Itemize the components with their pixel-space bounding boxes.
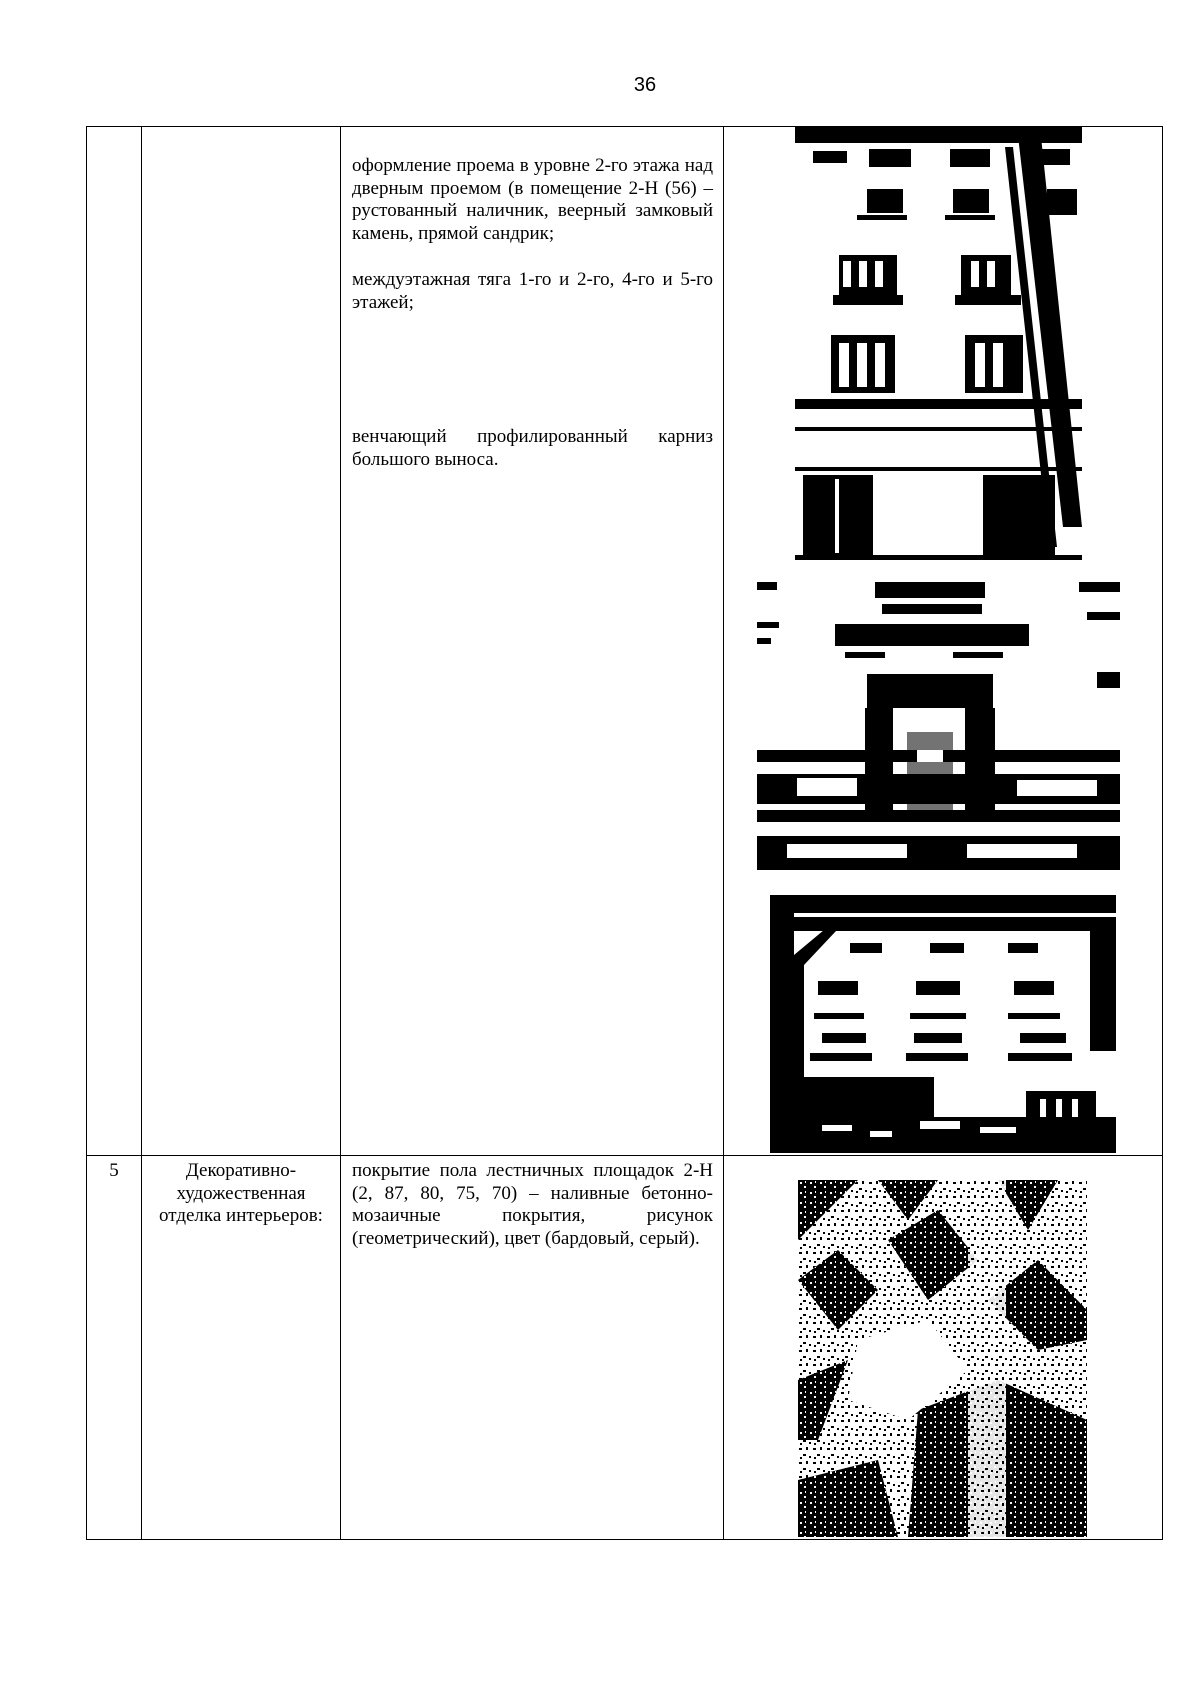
description-item: междуэтажная тяга 1-го и 2-го, 4-го и 5-го этажей;: [352, 269, 713, 313]
photo-cell: [724, 127, 1163, 1156]
door-opening-decor-photo: [757, 582, 1120, 870]
photo-cell: [724, 1156, 1163, 1540]
element-name-cell: Декоративно-художественная отделка интерьеров:: [142, 1156, 341, 1540]
table-row: [87, 1156, 1163, 1540]
table-row: [87, 127, 1163, 1156]
row-number-cell: 5: [87, 1156, 142, 1540]
facade-windows-photo: [795, 127, 1082, 560]
page-number: 36: [633, 74, 657, 96]
mosaic-floor-photo: [798, 1180, 1087, 1537]
description-item: оформление проема в уровне 2-го этажа над дверным проемом (в помещение 2-Н (56) – рустованный наличник, веерный замковый камень, прямой сандрик;: [352, 155, 713, 244]
cornice-facade-photo: [770, 895, 1116, 1153]
description-item: покрытие пола лестничных площадок 2-Н (2, 87, 80, 75, 70) – наливные бетонно-мозаичные покрытия, рисунок (геометрический), цвет (бардовый, серый).: [352, 1160, 713, 1249]
row-number-cell: [87, 127, 142, 1156]
description-item: венчающий профилированный карниз большого выноса.: [352, 426, 713, 470]
monument-elements-table: [86, 126, 1163, 1540]
element-name-cell: [142, 127, 341, 1156]
element-description-cell: [341, 127, 724, 1156]
element-description-cell: [341, 1156, 724, 1540]
